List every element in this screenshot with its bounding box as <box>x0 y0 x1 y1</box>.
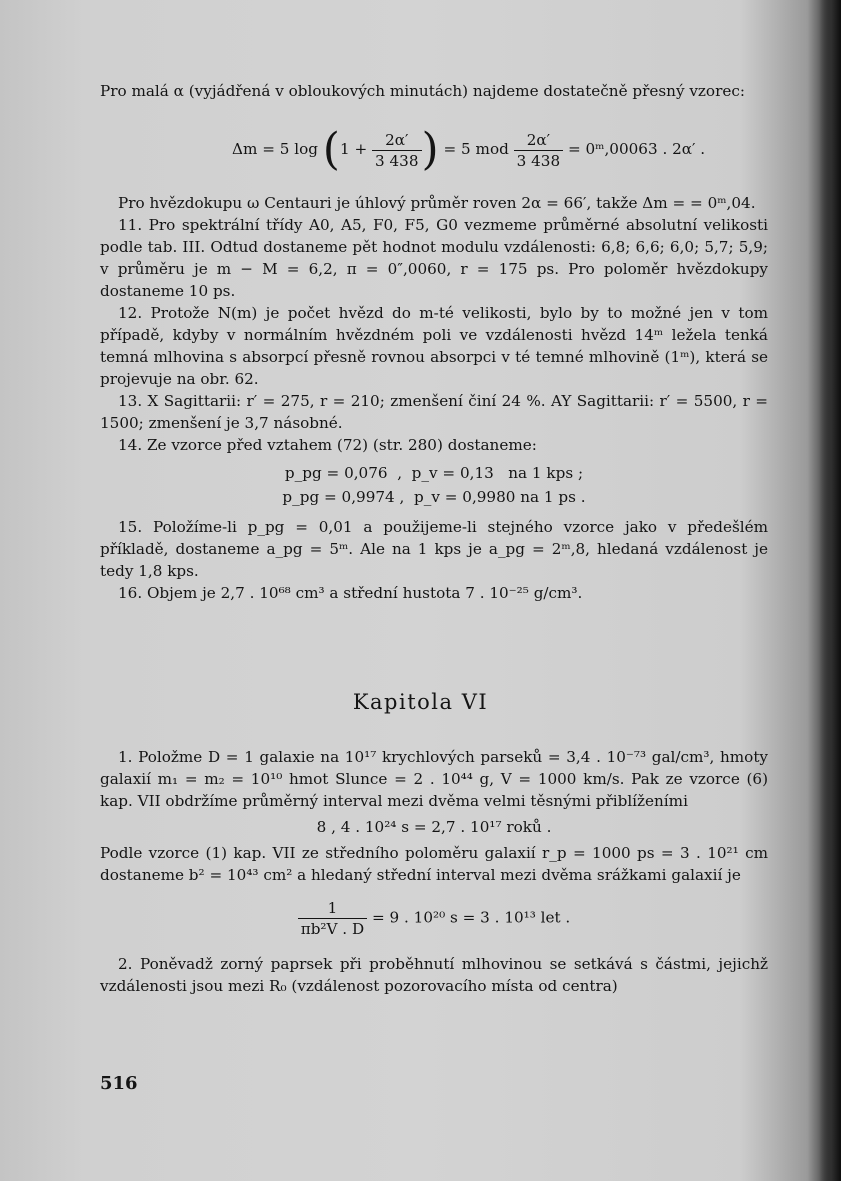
eq1-fraction-2 <box>514 130 563 171</box>
chapter-block <box>100 746 768 997</box>
paragraph-15: 15. Položíme-li p_pg = 0,01 a použijeme-li stejného vzorce jako v předešlém příkladě, dostaneme a_pg = 5ᵐ. Ale na 1 kps je a_pg = 2ᵐ,8, hledaná vzdálenost je tedy 1,8 kps. <box>100 518 768 580</box>
eq1-lhs: Δm = 5 log <box>232 140 318 158</box>
eq1-rhs: = 0ᵐ,00063 . 2α′ . <box>567 140 706 158</box>
chapter-paragraph-1: 1. Položme D = 1 galaxie na 10¹⁷ krychlových parseků = 3,4 . 10⁻⁷³ gal/cm³, hmoty galaxií m₁ = m₂ = 10¹⁰ hmot Slunce = 2 . 10⁴⁴ g, V = 1000 km/s. Pak ze vzorce (6) kap. VII obdržíme průměrný interval mezi dvěma velmi těsnými přiblíženími <box>100 748 768 810</box>
paragraph-11: 11. Pro spektrální třídy A0, A5, F0, F5, G0 vezmeme průměrné absolutní velikosti podle tab. III. Odtud dostaneme pět hodnot modulu vzdálenosti: 6,8; 6,6; 6,0; 5,7; 5,9; v průměru je m − M = 6,2, π = 0″,0060, r = 175 ps. Pro poloměr hvězdokupy dostaneme 10 ps. <box>100 216 768 300</box>
eq1-den: 3 438 <box>375 151 419 170</box>
eq1-den2: 3 438 <box>516 151 561 170</box>
chapter-heading: Kapitola VI <box>352 690 489 714</box>
paragraph-cluster: Pro hvězdokupu ω Centauri je úhlový průměr roven 2α = 66′, takže Δm = = 0ᵐ,04. <box>118 194 756 212</box>
paragraph-14: 14. Ze vzorce před vztahem (72) (str. 280) dostaneme: <box>118 436 537 454</box>
paragraph-12: 12. Protože N(m) je počet hvězd do m-té velikosti, bylo by to možné jen v tom případě, kdyby v normálním hvězdném poli ve vzdálenosti hvězd 14ᵐ ležela tenká temná mlhovina s absorpcí přesně rovnou absorpci v té temné mlhovině (1ᵐ), která se projevuje na obr. 62. <box>100 304 768 388</box>
eq-b-fraction <box>298 898 367 939</box>
page-edge-shadow <box>819 0 841 1181</box>
eq-b-den: πb²V . D <box>300 920 365 938</box>
eq1-num2: 2α′ <box>514 130 563 151</box>
intro-block <box>100 80 768 102</box>
intro-paragraph: Pro malá α (vyjádřená v obloukových minutách) najdeme dostatečně přesný vzorec: <box>100 82 745 100</box>
eq1-num: 2α′ <box>372 130 421 151</box>
eq1-mid: = 5 mod <box>443 140 509 158</box>
page-number: 516 <box>100 1073 138 1094</box>
equation-b <box>100 898 768 939</box>
equation-a: 8 , 4 . 10²⁴ s = 2,7 . 10¹⁷ roků . <box>316 818 552 836</box>
eq1-fraction <box>372 130 421 171</box>
eq-b-num: 1 <box>298 898 367 919</box>
equation-14b: p_pg = 0,9974 , p_v = 0,9980 na 1 ps . <box>282 488 586 506</box>
eq-b-rhs: = 9 . 10²⁰ s = 3 . 10¹³ let . <box>371 908 571 927</box>
answers-block <box>100 192 768 604</box>
equation-14a: p_pg = 0,076 , p_v = 0,13 na 1 kps ; <box>284 464 584 482</box>
chapter-paragraph-3: 2. Poněvadž zorný paprsek při proběhnutí mlhovinou se setkává s částmi, jejichž vzdálenosti jsou mezi R₀ (vzdálenost pozorovacího místa od centra) <box>100 955 768 995</box>
paragraph-13: 13. X Sagittarii: r′ = 275, r = 210; zmenšení činí 24 %. AY Sagittarii: r′ = 5500, r = 1500; zmenšení je 3,7 násobné. <box>100 392 768 432</box>
paragraph-16: 16. Objem je 2,7 . 10⁶⁸ cm³ a střední hustota 7 . 10⁻²⁵ g/cm³. <box>118 584 583 602</box>
right-paren: ) <box>421 124 439 175</box>
eq1-one-plus: 1 + <box>339 140 368 158</box>
chapter-paragraph-2: Podle vzorce (1) kap. VII ze středního poloměru galaxií r_p = 1000 ps = 3 . 10²¹ cm dostaneme b² = 10⁴³ cm² a hledaný střední interval mezi dvěma srážkami galaxií je <box>100 844 768 884</box>
left-paren: ( <box>322 124 340 175</box>
